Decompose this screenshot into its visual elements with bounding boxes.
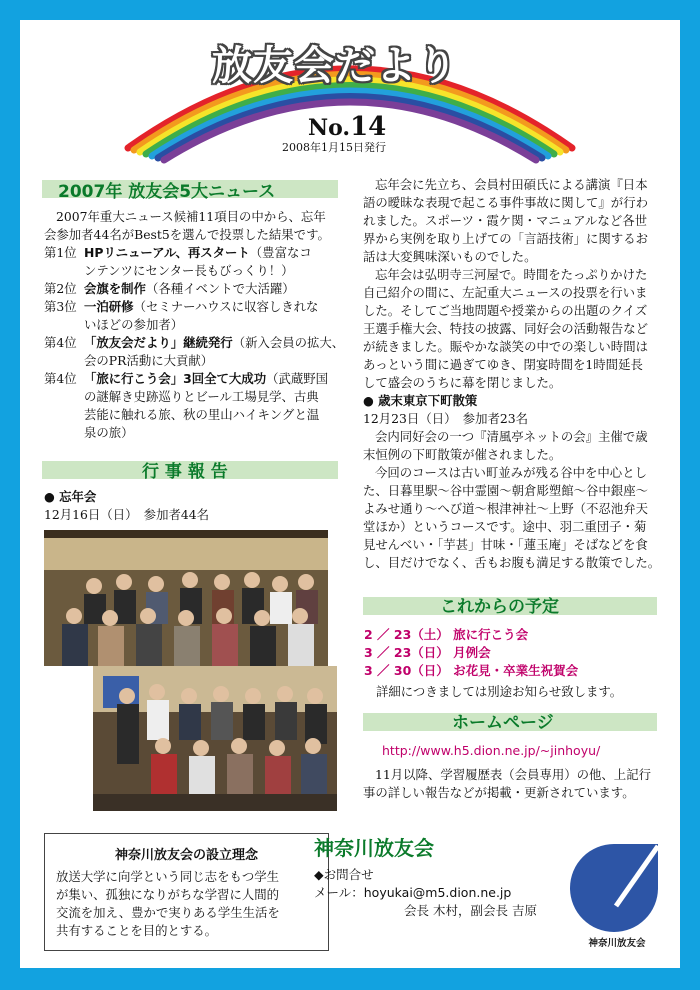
news-item-1: 第1位 HPリニューアル、再スタート（豊富なコ xyxy=(44,245,312,260)
lecture-line: 忘年会に先立ち、会員村田碩氏による講演『日本 xyxy=(375,177,648,192)
walk-line: 今回のコースは古い町並みが残る谷中を中心とし xyxy=(375,465,647,480)
contact-label: ◆お問合せ xyxy=(314,867,374,882)
walk-line: 堂ほか）というコースです。途中、羽二重団子・菊 xyxy=(363,519,647,534)
philosophy-box xyxy=(44,833,329,951)
philosophy-line: 交流を加え、豊かで実りある学生生活を xyxy=(56,905,280,920)
right-column-text xyxy=(363,176,660,572)
party-line: あっという間に過ぎてゆき、閉宴時間を1時間延長 xyxy=(363,357,643,372)
news-item-4-cont: 会のPR活動に大貢献） xyxy=(84,353,214,368)
party-line: が続きました。賑やかな談笑の中での楽しい時間は xyxy=(363,339,648,354)
news-heading: 2007年 放友会5大ニュース xyxy=(58,182,276,202)
news-intro-2: 会参加者44名がBest5を選んで投票した結果です。 xyxy=(44,227,330,242)
group-photo-2 xyxy=(93,666,337,811)
party-line: した。そしてご当地問題や授業からの出題のクイズ xyxy=(363,303,648,318)
issue-number: No.14 xyxy=(308,112,387,142)
news-item-5-cont-2: 芸能に触れる旅、秋の里山ハイキングと温 xyxy=(84,407,320,422)
news-item-1-cont: ンテンツにセンター長もびっくり！） xyxy=(84,263,294,278)
walk-line: 見せんべい・「芋甚」甘味・「蓮玉庵」そばなどを食 xyxy=(363,537,648,552)
bonenkai-info: 12月16日（日） 参加者44名 xyxy=(44,507,210,522)
walk-line: た、日暮里駅〜谷中霊園〜朝倉彫塑館〜谷中銀座〜 xyxy=(363,483,648,498)
philosophy-text xyxy=(56,868,280,940)
schedule-heading: これからの予定 xyxy=(440,597,559,617)
philosophy-title: 神奈川放友会の設立理念 xyxy=(114,848,258,863)
news-item-5-cont-1: の謎解き史跡巡りとビール工場見学、古典 xyxy=(84,389,319,404)
bonenkai-title: ● 忘年会 xyxy=(44,489,97,504)
philosophy-line: 共有することを目的とする。 xyxy=(56,923,218,938)
news-item-3-cont: いほどの参加者） xyxy=(84,317,184,332)
news-intro-1: 2007年重大ニュース候補11項目の中から、忘年 xyxy=(56,209,326,224)
contact-email[interactable]: メール：hoyukai@m5.dion.ne.jp xyxy=(314,885,512,900)
group-photo-1 xyxy=(44,530,328,666)
walk-title: ● 歳末東京下町散策 xyxy=(363,393,478,408)
schedule-item: 2 ／ 23（土） 旅に行こう会 xyxy=(364,627,529,642)
homepage-text xyxy=(363,766,651,802)
org-logo-icon xyxy=(564,840,670,934)
events-heading: 行 事 報 告 xyxy=(142,462,228,482)
schedule-item: 3 ／ 30（日） お花見・卒業生祝賀会 xyxy=(364,663,579,678)
news-item-2: 第2位 会旗を制作（各種イベントで大活躍） xyxy=(44,281,295,296)
philosophy-line: が集い、孤独になりがちな学習に人間的 xyxy=(56,887,280,902)
news-item-3: 第3位 一泊研修（セミナーハウスに収容しきれな xyxy=(44,299,319,314)
philosophy-line: 放送大学に向学という同じ志をもつ学生 xyxy=(56,869,280,884)
lecture-line: 話は大変興味深いものでした。 xyxy=(363,249,537,264)
logo-caption: 神奈川放友会 xyxy=(588,938,646,949)
walk-line: し、目だけでなく、舌もお腹も満足する散策でした。 xyxy=(363,555,661,570)
homepage-url-link[interactable]: http://www.h5.dion.ne.jp/~jinhoyu/ xyxy=(382,743,601,758)
party-line: 王選手権大会、特技の披露、同好会の活動報告など xyxy=(363,321,648,336)
walk-line: よみせ通り〜へび道〜根津神社〜上野（不忍池弁天 xyxy=(363,501,648,516)
lecture-line: 語の曖昧な表現で起こる事件事故に関して』が行わ xyxy=(363,195,648,210)
news-item-4: 第4位 「放友会だより」継続発行（新入会員の拡大、 xyxy=(44,335,345,350)
news-body xyxy=(44,208,344,442)
walk-info: 12月23日（日） 参加者23名 xyxy=(363,411,529,426)
bonenkai-block xyxy=(44,488,209,524)
walk-line: 末恒例の下町散策が催されました。 xyxy=(363,447,562,462)
homepage-text-line: 11月以降、学習履歴表（会員専用）の他、上記行 xyxy=(375,767,651,782)
party-line: 自己紹介の間に、左記重大ニュースの投票を行いま xyxy=(363,285,648,300)
schedule-note: 詳細につきましては別途お知らせ致します。 xyxy=(376,684,623,699)
lecture-line: 界から実例を取り上げての「言語技術」に関するお xyxy=(363,231,648,246)
issue-date: 2008年1月15日発行 xyxy=(282,141,386,154)
news-item-5: 第4位 「旅に行こう会」3回全て大成功（武蔵野国 xyxy=(44,371,329,386)
walk-line: 会内同好会の一つ『清風亭ネットの会』主催で歳 xyxy=(375,429,648,444)
lecture-line: れました。スポーツ・霞ケ関・マニュアルなど各世 xyxy=(363,213,647,228)
officers: 会長 木村，副会長 吉原 xyxy=(404,903,537,918)
party-line: 忘年会は弘明寺三河屋で。時間をたっぷりかけた xyxy=(375,267,648,282)
org-name: 神奈川放友会 xyxy=(314,836,434,860)
schedule-item: 3 ／ 23（日） 月例会 xyxy=(364,645,491,660)
party-line: して盛会のうちに幕を閉じました。 xyxy=(363,375,562,390)
schedule-list xyxy=(364,626,578,680)
newsletter-title: 放友会だより xyxy=(212,43,458,89)
homepage-text-line: 事の詳しい報告などが掲載・更新されています。 xyxy=(363,785,635,800)
news-item-5-cont-3: 泉の旅） xyxy=(84,425,134,440)
homepage-heading: ホームページ xyxy=(452,713,554,733)
